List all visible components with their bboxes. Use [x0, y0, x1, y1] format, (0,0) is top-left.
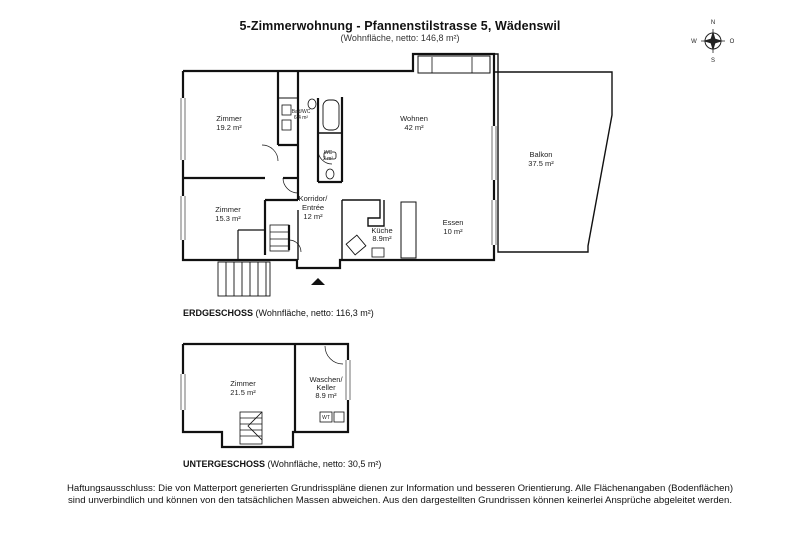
compass-icon [691, 20, 735, 64]
room-waschen-name1: Waschen/ [309, 375, 343, 384]
room-zimmer2-name: Zimmer [215, 205, 241, 214]
room-korridor-name2: Entrée [301, 203, 325, 212]
room-balkon-name: Balkon [529, 150, 553, 159]
room-essen-area: 10 m² [443, 227, 463, 236]
room-wohnen-name: Wohnen [400, 114, 428, 123]
untergeschoss-name: UNTERGESCHOSS [183, 459, 266, 469]
compass-south: S [710, 58, 716, 64]
compass-east: O [729, 39, 735, 45]
erdgeschoss-name: ERDGESCHOSS [183, 308, 254, 318]
compass-west: W [691, 39, 697, 45]
room-balkon-area: 37.5 m² [528, 159, 554, 168]
room-kueche-area: 8.9m² [372, 234, 392, 243]
room-wc-name: WC [323, 150, 333, 156]
entrance-arrow-icon [311, 278, 325, 285]
room-zimmer2-area: 15.3 m² [215, 214, 241, 223]
page-title: 5-Zimmerwohnung - Pfannenstilstrasse 5, Wädenswil [239, 19, 561, 33]
room-korridor-name1: Korridor/ [298, 194, 328, 203]
room-bad-area: 6.4 m² [293, 115, 309, 121]
erdgeschoss-label [183, 308, 374, 318]
wt-label: WT [322, 415, 330, 421]
disclaimer-line1: Haftungsausschluss: Die von Matterport generierten Grundrisspläne dienen zur Information und besseren Orientierung. Alle Flächenangaben (Bodenflächen) [66, 483, 734, 494]
room-zimmer1-area: 19.2 m² [216, 123, 242, 132]
room-waschen-area: 8.9 m² [315, 391, 337, 400]
room-wohnen-area: 42 m² [404, 123, 424, 132]
disclaimer-line2: sind unverbindlich und können von den tatsächlichen Massen abweichen. Aus den dargestellten Grundrissen können keinerlei Ansprüche abgeleitet werden. [67, 495, 732, 506]
room-waschen-name2: Keller [316, 383, 336, 392]
disclaimer [35, 483, 765, 507]
untergeschoss-label [183, 459, 381, 469]
room-korridor-area: 12 m² [303, 212, 323, 221]
room-kueche-name: Küche [371, 226, 393, 235]
page-subtitle: (Wohnfläche, netto: 146,8 m²) [340, 33, 460, 43]
room-zimmer3-area: 21.5 m² [230, 388, 256, 397]
room-zimmer1-name: Zimmer [216, 114, 242, 123]
untergeschoss-area: (Wohnfläche, netto: 30,5 m²) [267, 459, 382, 469]
room-zimmer3-name: Zimmer [230, 379, 256, 388]
room-bad-name: Bad/WC [291, 109, 311, 115]
room-essen-name: Essen [442, 218, 464, 227]
compass-north: N [710, 20, 716, 26]
room-wc-area: 2 m² [323, 156, 333, 162]
erdgeschoss-plan [181, 54, 612, 296]
erdgeschoss-area: (Wohnfläche, netto: 116,3 m²) [255, 308, 374, 318]
